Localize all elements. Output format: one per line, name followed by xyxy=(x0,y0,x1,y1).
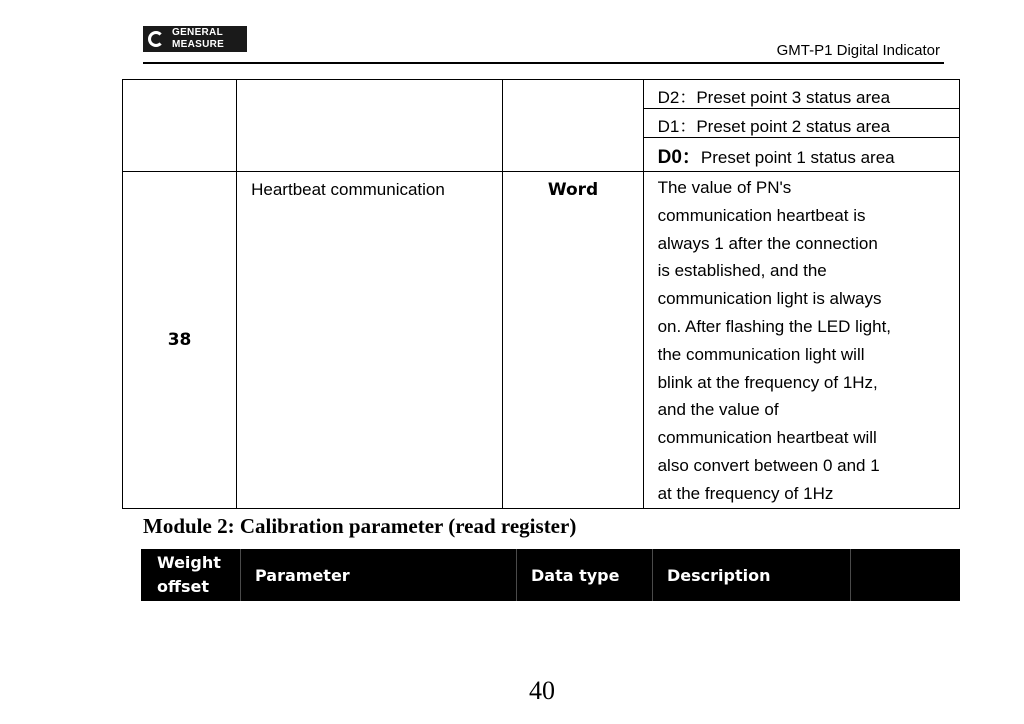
calibration-table-header xyxy=(141,549,960,601)
header-rule xyxy=(143,62,944,64)
header-weight-offset xyxy=(157,549,239,601)
header-divider xyxy=(652,549,653,601)
datatype-cell-empty xyxy=(503,80,643,172)
status-sep: ： xyxy=(681,147,701,168)
logo-line-1: GENERAL xyxy=(172,27,223,38)
description-line: is established, and the xyxy=(657,261,827,281)
status-text-d1: Preset point 2 status area xyxy=(696,117,891,136)
header-weight-offset-line2: offset xyxy=(157,577,209,596)
description-line: and the value of xyxy=(657,400,779,420)
company-logo xyxy=(143,26,247,52)
status-row-d2 xyxy=(644,80,959,109)
table-row-status xyxy=(123,80,960,172)
logo-line-2: MEASURE xyxy=(172,39,225,50)
description-line: communication heartbeat is xyxy=(657,205,866,225)
page-number: 40 xyxy=(529,676,555,705)
status-description-cell xyxy=(643,80,959,172)
description-line: also convert between 0 and 1 xyxy=(657,455,880,475)
register-table xyxy=(122,79,960,509)
offset-cell-empty xyxy=(123,80,237,172)
parameter-cell: Heartbeat communication xyxy=(237,172,503,509)
status-row-d1 xyxy=(644,109,959,138)
status-text-d0: Preset point 1 status area xyxy=(700,148,895,167)
description-line: the communication light will xyxy=(657,344,865,364)
header-divider xyxy=(516,549,517,601)
status-row-d0 xyxy=(644,138,959,168)
header-divider xyxy=(240,549,241,601)
description-line: blink at the frequency of 1Hz, xyxy=(657,372,878,392)
document-title: GMT-P1 Digital Indicator xyxy=(776,42,940,59)
description-line: at the frequency of 1Hz xyxy=(657,483,834,503)
status-code-d0: D0 xyxy=(657,147,682,168)
description-cell xyxy=(643,172,959,509)
status-text-d2: Preset point 3 status area xyxy=(696,88,891,107)
status-sep: ： xyxy=(679,88,697,107)
parameter-cell-empty xyxy=(237,80,503,172)
description-line: on. After flashing the LED light, xyxy=(657,316,892,336)
module-2-heading: Module 2: Calibration parameter (read register) xyxy=(143,514,577,538)
offset-cell: 38 xyxy=(123,172,237,509)
description-line: communication light is always xyxy=(657,289,882,309)
header-divider xyxy=(850,549,851,601)
description-line: communication heartbeat will xyxy=(657,428,877,448)
logo-text xyxy=(169,26,247,52)
header-parameter: Parameter xyxy=(255,565,350,585)
logo-mark-icon xyxy=(143,26,169,52)
description-line: The value of PN's xyxy=(657,178,792,197)
description-line: always 1 after the connection xyxy=(657,233,878,253)
datatype-cell: Word xyxy=(503,172,643,509)
header-data-type: Data type xyxy=(531,565,620,585)
status-code-d2: D2 xyxy=(657,88,680,107)
table-row-38 xyxy=(123,172,960,509)
status-sep: ： xyxy=(679,117,697,136)
status-code-d1: D1 xyxy=(657,117,680,136)
header-weight-offset-line1: Weight xyxy=(157,553,221,572)
header-description: Description xyxy=(667,565,771,585)
